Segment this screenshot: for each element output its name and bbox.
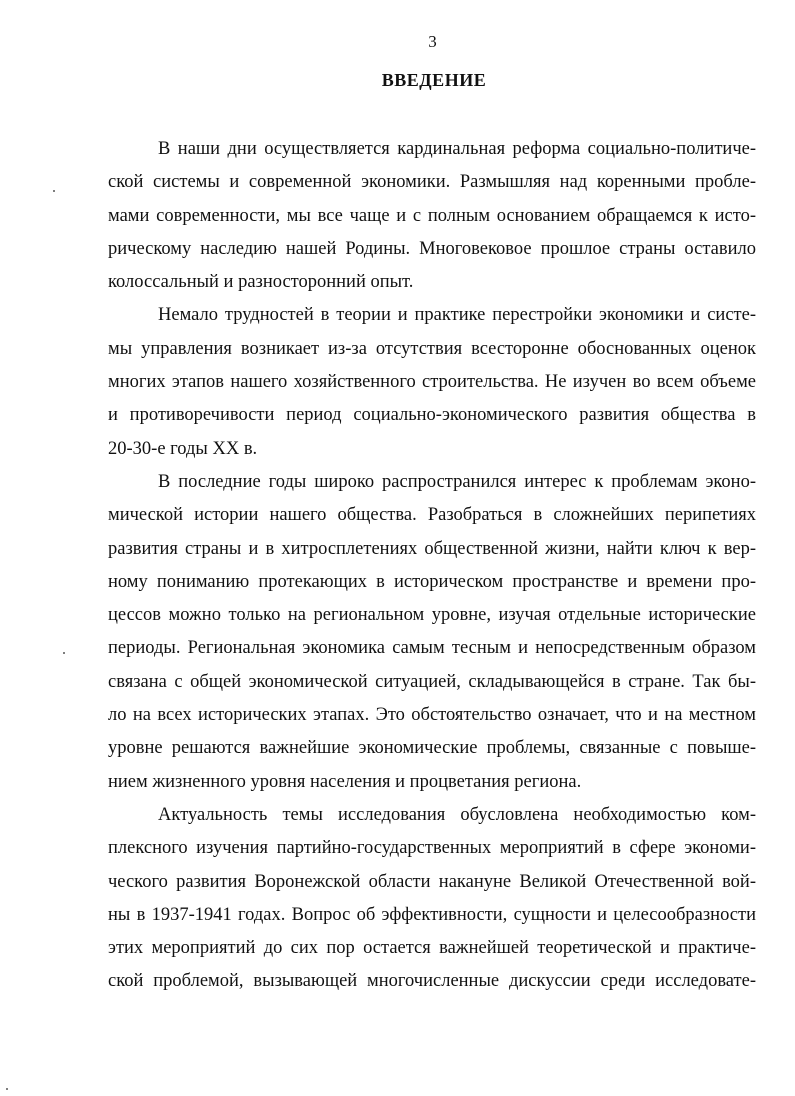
text-line: Немало трудностей в теории и практике перестройки экономики и систе- [158,305,756,326]
text-line: цессов можно только на региональном уровне, изучая отдельные исторические [108,605,756,626]
paragraph [108,299,756,465]
text-line: рическому наследию нашей Родины. Многовековое прошлое страны оставило [108,238,756,259]
text-line: мы управления возникает из-за отсутствия всесторонне обоснованных оценок [108,338,756,359]
text-line: ны в 1937-1941 годах. Вопрос об эффективности, сущности и целесообразности [108,904,756,925]
text-line: 20-30-е годы XX в. [108,438,258,459]
paragraph [108,466,756,799]
text-line: уровне решаются важнейшие экономические проблемы, связанные с повыше- [108,738,756,759]
paragraph [108,799,756,999]
text-line: мической истории нашего общества. Разобраться в сложнейших перипетиях [108,505,756,526]
text-line: многих этапов нашего хозяйственного строительства. Не изучен во всем объеме [108,372,756,393]
text-line: связана с общей экономической ситуацией, складывающейся в стране. Так бы- [108,671,756,692]
text-line: плексного изучения партийно-государственных мероприятий в сфере экономи- [108,838,756,859]
paragraph [108,133,756,299]
text-line: ному пониманию протекающих в историческом пространстве и времени про- [108,571,756,592]
text-line: Актуальность темы исследования обусловлена необходимостью ком- [158,804,756,825]
text-line: периоды. Региональная экономика самым тесным и непосредственным образом [108,638,756,659]
text-line: ской системы и современной экономики. Размышляя над коренными пробле- [108,172,756,193]
text-line: колоссальный и разносторонний опыт. [108,272,414,293]
text-line: ческого развития Воронежской области накануне Великой Отечественной вой- [108,871,756,892]
body-text [108,133,756,999]
text-line: мами современности, мы все чаще и с полным основанием обращаемся к исто- [108,205,756,226]
text-line: этих мероприятий до сих пор остается важнейшей теоретической и практиче- [108,938,756,959]
text-line: развития страны и в хитросплетениях общественной жизни, найти ключ к вер- [108,538,756,559]
page-number: 3 [428,32,437,51]
text-line: В последние годы широко распространился интерес к проблемам эконо- [158,471,756,492]
text-line: В наши дни осуществляется кардинальная реформа социально-политиче- [158,139,756,159]
scan-speck [53,190,55,192]
scan-speck [63,652,65,654]
text-line: и противоречивости период социально-экономического развития общества в [108,405,756,426]
page-title: ВВЕДЕНИЕ [381,70,487,90]
text-line: нием жизненного уровня населения и процветания региона. [108,771,582,792]
scan-speck [6,1088,8,1090]
text-line: ской проблемой, вызывающей многочисленные дискуссии среди исследовате- [108,971,756,992]
text-line: ло на всех исторических этапах. Это обстоятельство означает, что и на местном [108,705,756,726]
